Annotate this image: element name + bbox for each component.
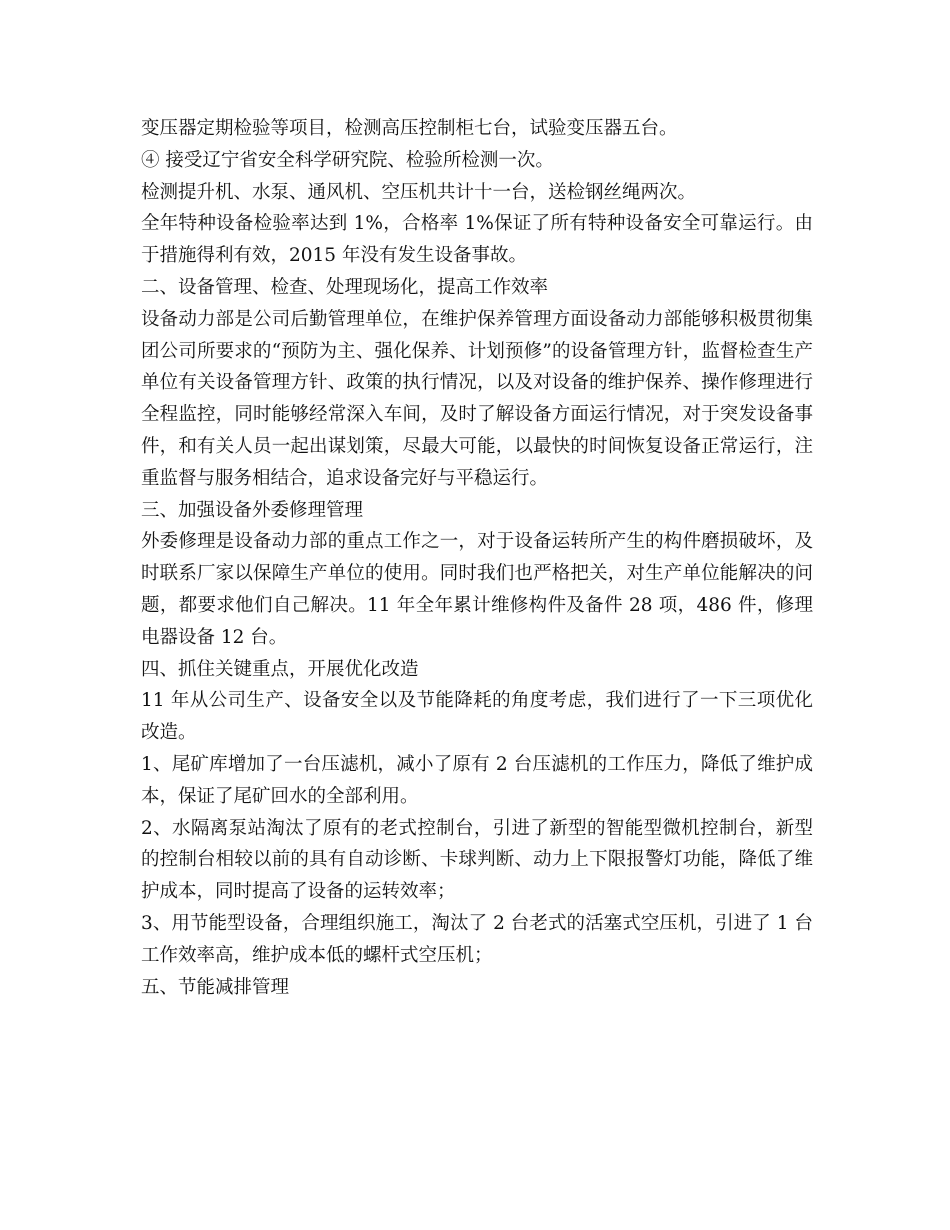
document-body [141, 113, 813, 1003]
paragraph-transformer-inspection: 变压器定期检验等项目，检测高压控制柜七台，试验变压器五台。 [141, 118, 678, 139]
paragraph-inspection-rate: 全年特种设备检验率达到 1%，合格率 1%保证了所有特种设备安全可靠运行。由于措施得利有效，2015 年没有发生设备事故。 [141, 213, 813, 267]
list-item-2: 2、水隔离泵站淘汰了原有的老式控制台，引进了新型的智能型微机控制台，新型的控制台相较以前的具有自动诊断、卡球判断、动力上下限报警灯功能，降低了维护成本，同时提高了设备的运转效率； [141, 817, 813, 903]
list-item-1: 1、尾矿库增加了一台压滤机，减小了原有 2 台压滤机的工作压力，降低了维护成本，保证了尾矿回水的全部利用。 [141, 753, 813, 807]
paragraph-equipment-management: 设备动力部是公司后勤管理单位，在维护保养管理方面设备动力部能够积极贯彻集团公司所要求的“预防为主、强化保养、计划预修”的设备管理方针，监督检查生产单位有关设备管理方针、政策的执行情况，以及对设备的维护保养、操作修理进行全程监控，同时能够经常深入车间，及时了解设备方面运行情况，对于突发设备事件，和有关人员一起出谋划策，尽最大可能，以最快的时间恢复设备正常运行，注重监督与服务相结合，追求设备完好与平稳运行。 [141, 308, 813, 489]
section-heading-2: 二、设备管理、检查、处理现场化，提高工作效率 [141, 276, 549, 298]
paragraph-outsourced-repair: 外委修理是设备动力部的重点工作之一，对于设备运转所产生的构件磨损破坏，及时联系厂家以保障生产单位的使用。同时我们也严格把关，对生产单位能解决的问题，都要求他们自己解决。11 年全年累计维修构件及备件 28 项，486 件，修理电器设备 12 台。 [141, 531, 813, 648]
section-heading-4: 四、抓住关键重点，开展优化改造 [141, 658, 419, 680]
paragraph-equipment-testing: 检测提升机、水泵、通风机、空压机共计十一台，送检钢丝绳两次。 [141, 181, 697, 203]
paragraph-optimization-intro: 11 年从公司生产、设备安全以及节能降耗的角度考虑，我们进行了一下三项优化改造。 [141, 690, 813, 744]
section-heading-5: 五、节能减排管理 [141, 976, 290, 998]
section-heading-3: 三、加强设备外委修理管理 [141, 499, 364, 521]
paragraph-liaoning-inspection: ④ 接受辽宁省安全科学研究院、检验所检测一次。 [141, 149, 554, 171]
list-item-3: 3、用节能型设备，合理组织施工，淘汰了 2 台老式的活塞式空压机，引进了 1 台工作效率高，维护成本低的螺杆式空压机； [141, 912, 813, 966]
